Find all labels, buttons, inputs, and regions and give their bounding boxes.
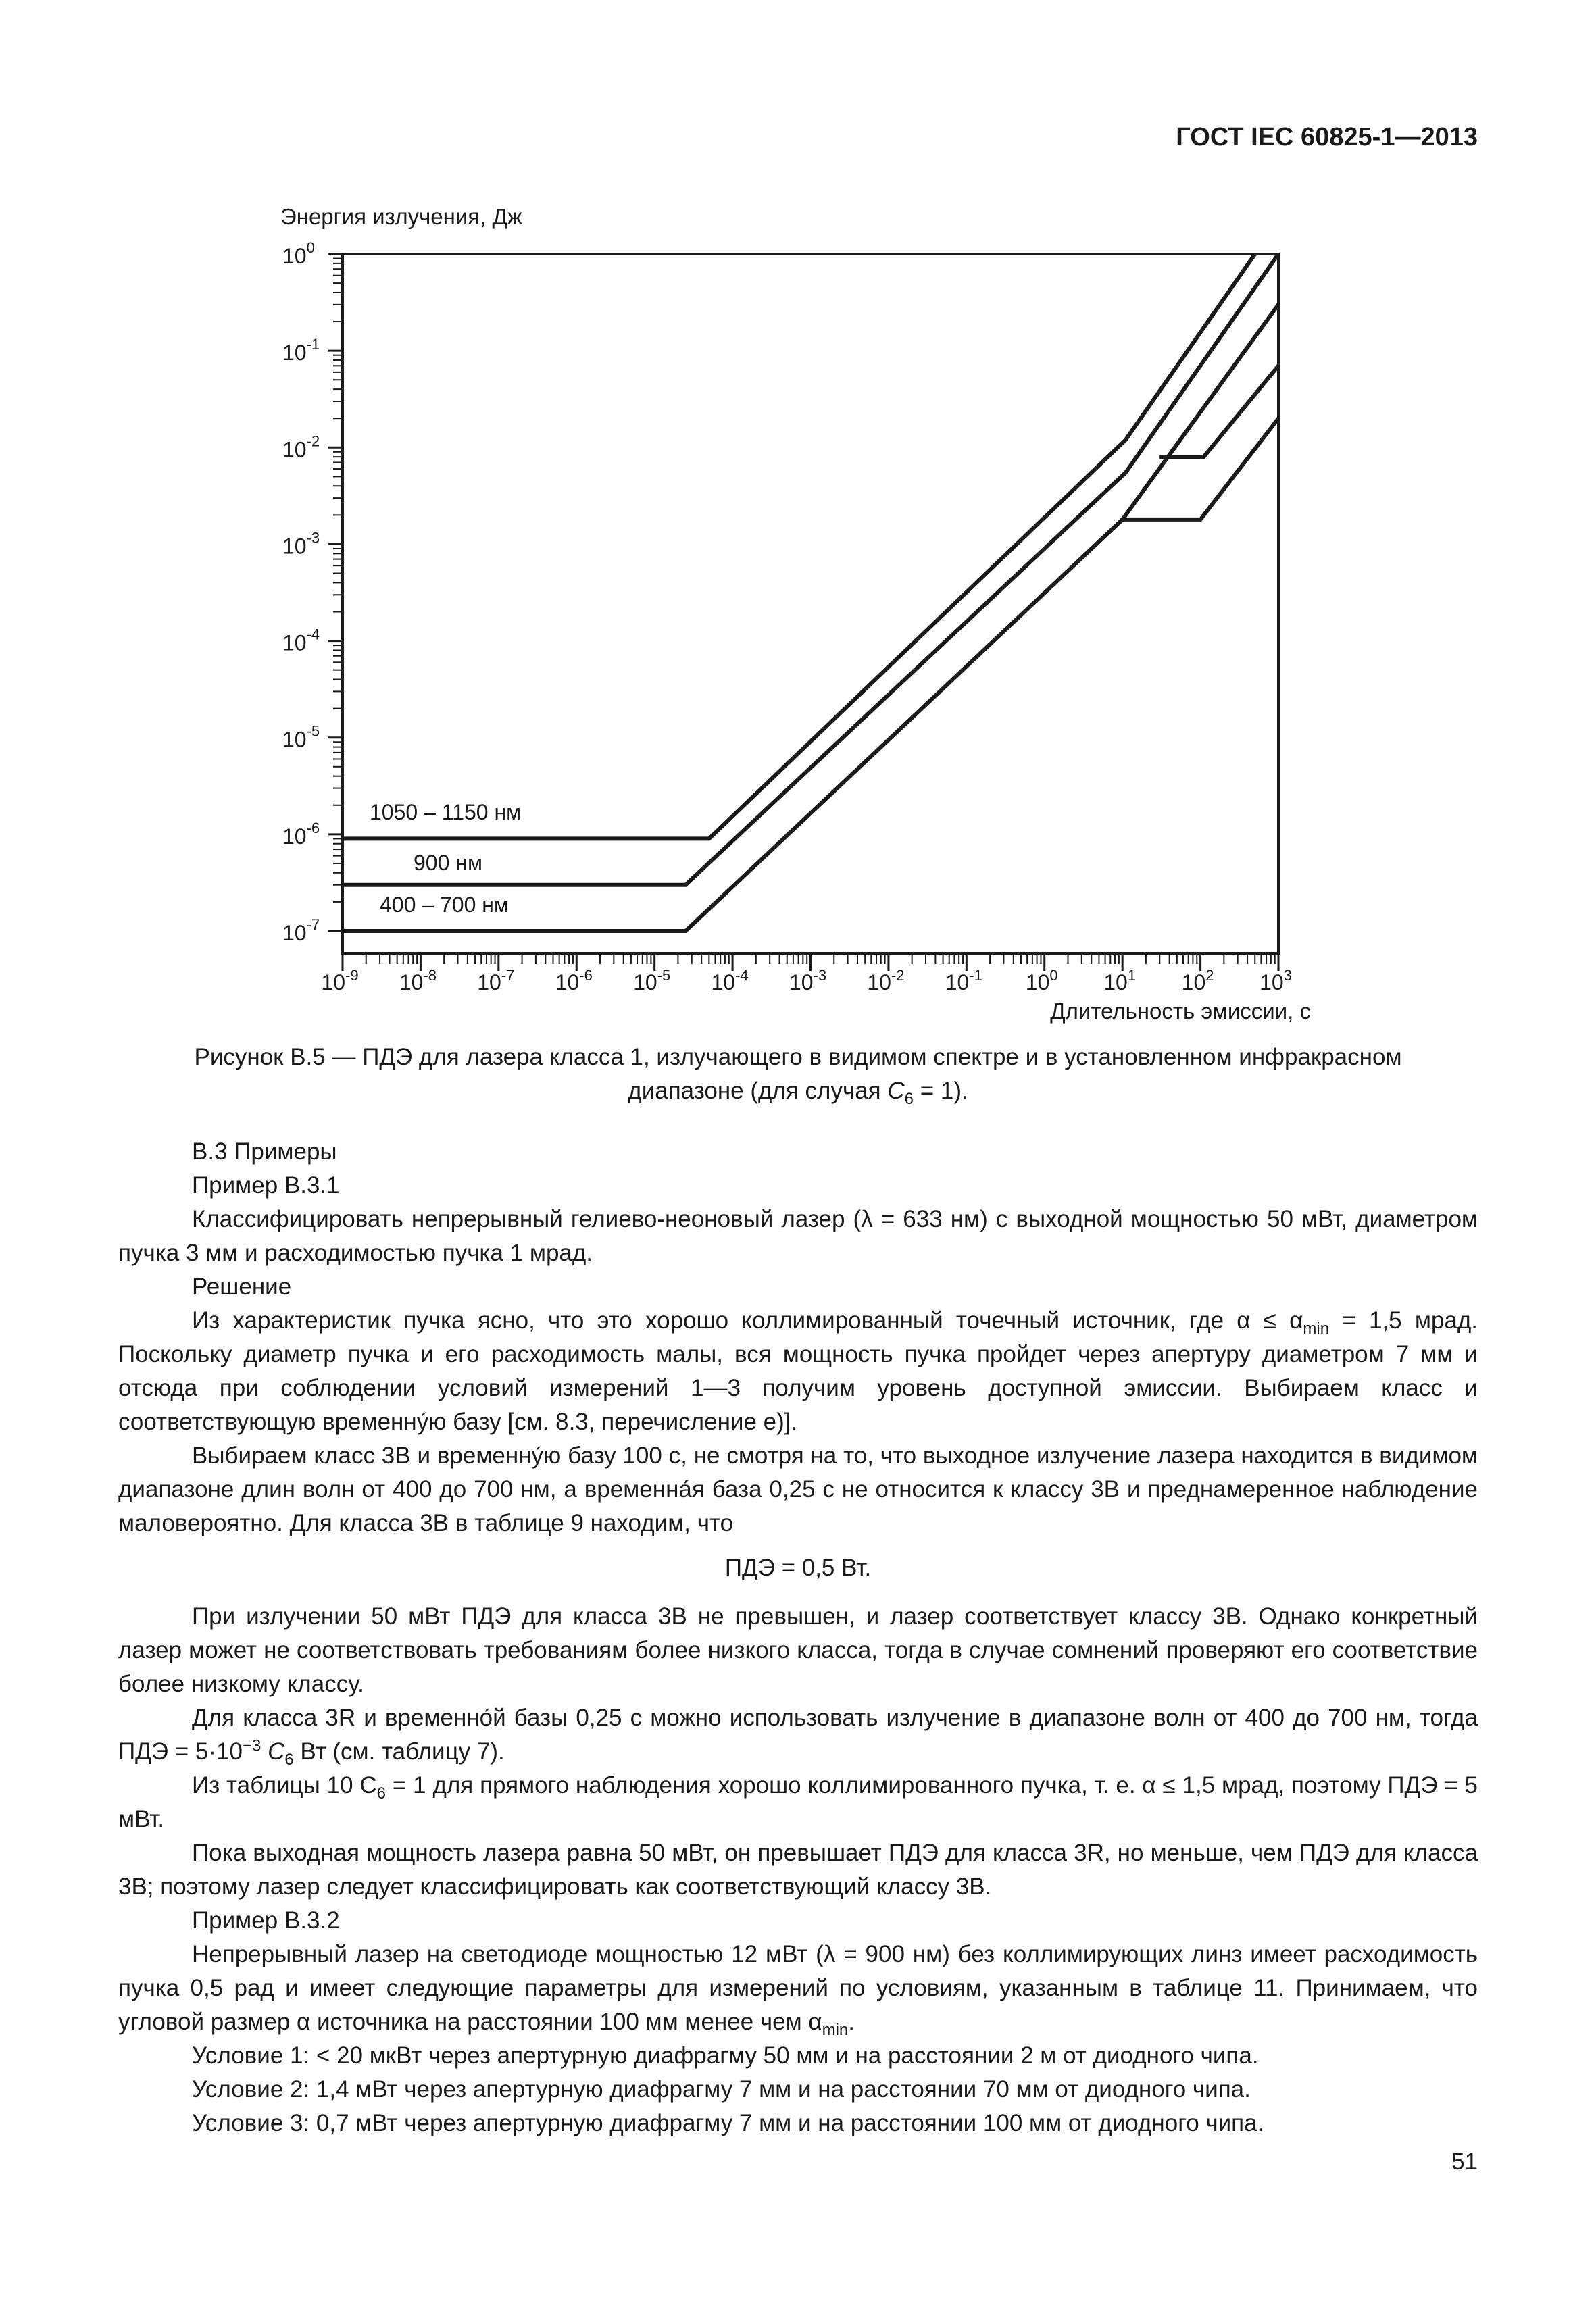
symbol: C (261, 1738, 285, 1765)
caption-text: = 1). (913, 1078, 968, 1104)
caption-line-2 (118, 1074, 1478, 1108)
subscript: min (1303, 1319, 1330, 1338)
example-heading: Пример В.3.1 (192, 1172, 340, 1199)
condition-3: Условие 3: 0,7 мВт через апертурную диафрагму 7 мм и на расстоянии 100 мм от диодного чипа. (192, 2110, 1264, 2136)
x-tick-label: $10^{-4}$ (711, 967, 749, 995)
paragraph: Выбираем класс 3В и временну́ю базу 100 с, не смотря на то, что выходное излучение лазера находится в видимом диапазоне длин волн от 400 до 700 нм, а временна́я база 0,25 с не относится к классу 3В и преднамеренное наблюдение маловероятно. Для класса 3В в таблице 9 находим, что (118, 1442, 1478, 1536)
figure-caption (118, 1040, 1478, 1108)
caption-subscript: 6 (904, 1090, 914, 1108)
subscript: 6 (284, 1751, 294, 1769)
text: Вт (см. таблицу 7). (293, 1738, 505, 1765)
paragraph (118, 1769, 1478, 1836)
text: Непрерывный лазер на светодиоде мощностью 12 мВт (λ = 900 нм) без коллимирующих линз имеет расходимость пучка 0,5 рад и имеет следующие параметры для измерений по условиям, указанным в таблице 11. Принимаем, что угловой размер α источника на расстоянии 100 мм менее чем α (118, 1941, 1478, 2035)
chart (0, 0, 1596, 1027)
y-tick-label: $10^{-5}$ (282, 722, 320, 752)
x-axis-label: Длительность эмиссии, с (1050, 999, 1311, 1024)
caption-symbol: C (887, 1078, 905, 1104)
x-tick-label: $10^{-8}$ (399, 967, 437, 995)
superscript: −3 (242, 1736, 261, 1755)
text: . (848, 2009, 855, 2035)
page-number: 51 (1451, 2148, 1478, 2175)
subscript: 6 (376, 1784, 386, 1803)
solution-heading: Решение (192, 1274, 292, 1300)
y-tick-label: $10^{-3}$ (282, 529, 320, 559)
y-tick-label: $10^{-6}$ (282, 819, 320, 849)
subscript: min (822, 2021, 849, 2039)
y-tick-label: $10^{-4}$ (282, 626, 320, 655)
caption-text: диапазоне (для случая (628, 1078, 888, 1104)
x-tick-label: $10^{-2}$ (867, 967, 905, 995)
text: = 1 для прямого наблюдения хорошо коллимированного пучка, т. е. α ≤ 1,5 мрад, поэтому ПДЭ = 5 мВт. (118, 1772, 1478, 1832)
x-tick-label: $10^{-7}$ (477, 967, 515, 995)
y-tick-label: $10^{-7}$ (282, 916, 320, 945)
paragraph (118, 1304, 1478, 1439)
text: = 1,5 мрад. Поскольку диаметр пучка и его расходимость малы, вся мощность пучка пройдет через апертуру диаметром 7 мм и отсюда при соблюдении условий измерений 1—3 получим уровень доступной эмиссии. Выбираем класс и соответствующую временну́ю базу [см. 8.3, перечисление е)]. (118, 1307, 1478, 1435)
example-heading: Пример В.3.2 (192, 1907, 340, 1934)
paragraph (118, 1701, 1478, 1769)
paragraph: Классифицировать непрерывный гелиево-неоновый лазер (λ = 633 нм) с выходной мощностью 50 мВт, диаметром пучка 3 мм и расходимостью пучка 1 мрад. (118, 1206, 1478, 1266)
document-header: ГОСТ IEC 60825-1—2013 (1176, 123, 1478, 151)
paragraph: Пока выходная мощность лазера равна 50 мВт, он превышает ПДЭ для класса 3R, но меньше, чем ПДЭ для класса 3В; поэтому лазер следует классифицировать как соответствующий классу 3В. (118, 1840, 1478, 1900)
series-label-400-700: 400 – 700 нм (380, 892, 509, 917)
x-tick-label: $10^{-1}$ (945, 967, 982, 995)
x-tick-label: $10^{-5}$ (633, 967, 671, 995)
series-label-1050: 1050 – 1150 нм (370, 800, 522, 824)
x-tick-label: $10^{-9}$ (321, 967, 359, 995)
paragraph: При излучении 50 мВт ПДЭ для класса 3В не превышен, и лазер соответствует классу 3В. Однако конкретный лазер может не соответствовать требованиям более низкого класса, тогда в случае сомнений проверяют его соответствие более низкому классу. (118, 1603, 1478, 1697)
x-tick-label: $10^{-3}$ (789, 967, 827, 995)
y-tick-label: $10^{-1}$ (282, 336, 320, 366)
caption-line-1: Рисунок В.5 — ПДЭ для лазера класса 1, излучающего в видимом спектре и в установленном инфракрасном (194, 1044, 1402, 1070)
x-tick-label: $10^3$ (1260, 967, 1292, 995)
x-tick-label: $10^0$ (1025, 967, 1058, 995)
text: Из таблицы 10 C (192, 1772, 377, 1799)
section-heading: В.3 Примеры (192, 1138, 337, 1165)
paragraph (118, 1938, 1478, 2039)
series-line-0 (343, 254, 1255, 838)
x-tick-label: $10^{-6}$ (555, 967, 593, 995)
y-tick-label: $10^{-2}$ (282, 432, 320, 462)
text: Из характеристик пучка ясно, что это хорошо коллимированный точечный источник, где α ≤ α (192, 1307, 1303, 1334)
y-axis-label: Энергия излучения, Дж (280, 204, 522, 229)
x-tick-label: $10^1$ (1103, 967, 1137, 995)
series-line-1 (343, 254, 1278, 885)
formula: ПДЭ = 0,5 Вт. (724, 1555, 872, 1581)
condition-1: Условие 1: < 20 мкВт через апертурную диафрагму 50 мм и на расстоянии 2 м от диодного чипа. (192, 2042, 1259, 2069)
plot-frame (343, 254, 1278, 953)
x-tick-label: $10^2$ (1181, 967, 1214, 995)
body-text (118, 1135, 1478, 2140)
text: Для класса 3R и временно́й базы 0,25 с можно использовать излучение в диапазоне волн от 400 до 700 нм, тогда ПДЭ = 5·10 (118, 1705, 1478, 1765)
series-label-900: 900 нм (414, 851, 482, 875)
y-tick-label: $10^0$ (282, 239, 315, 268)
condition-2: Условие 2: 1,4 мВт через апертурную диафрагму 7 мм и на расстоянии 70 мм от диодного чипа. (192, 2076, 1251, 2103)
